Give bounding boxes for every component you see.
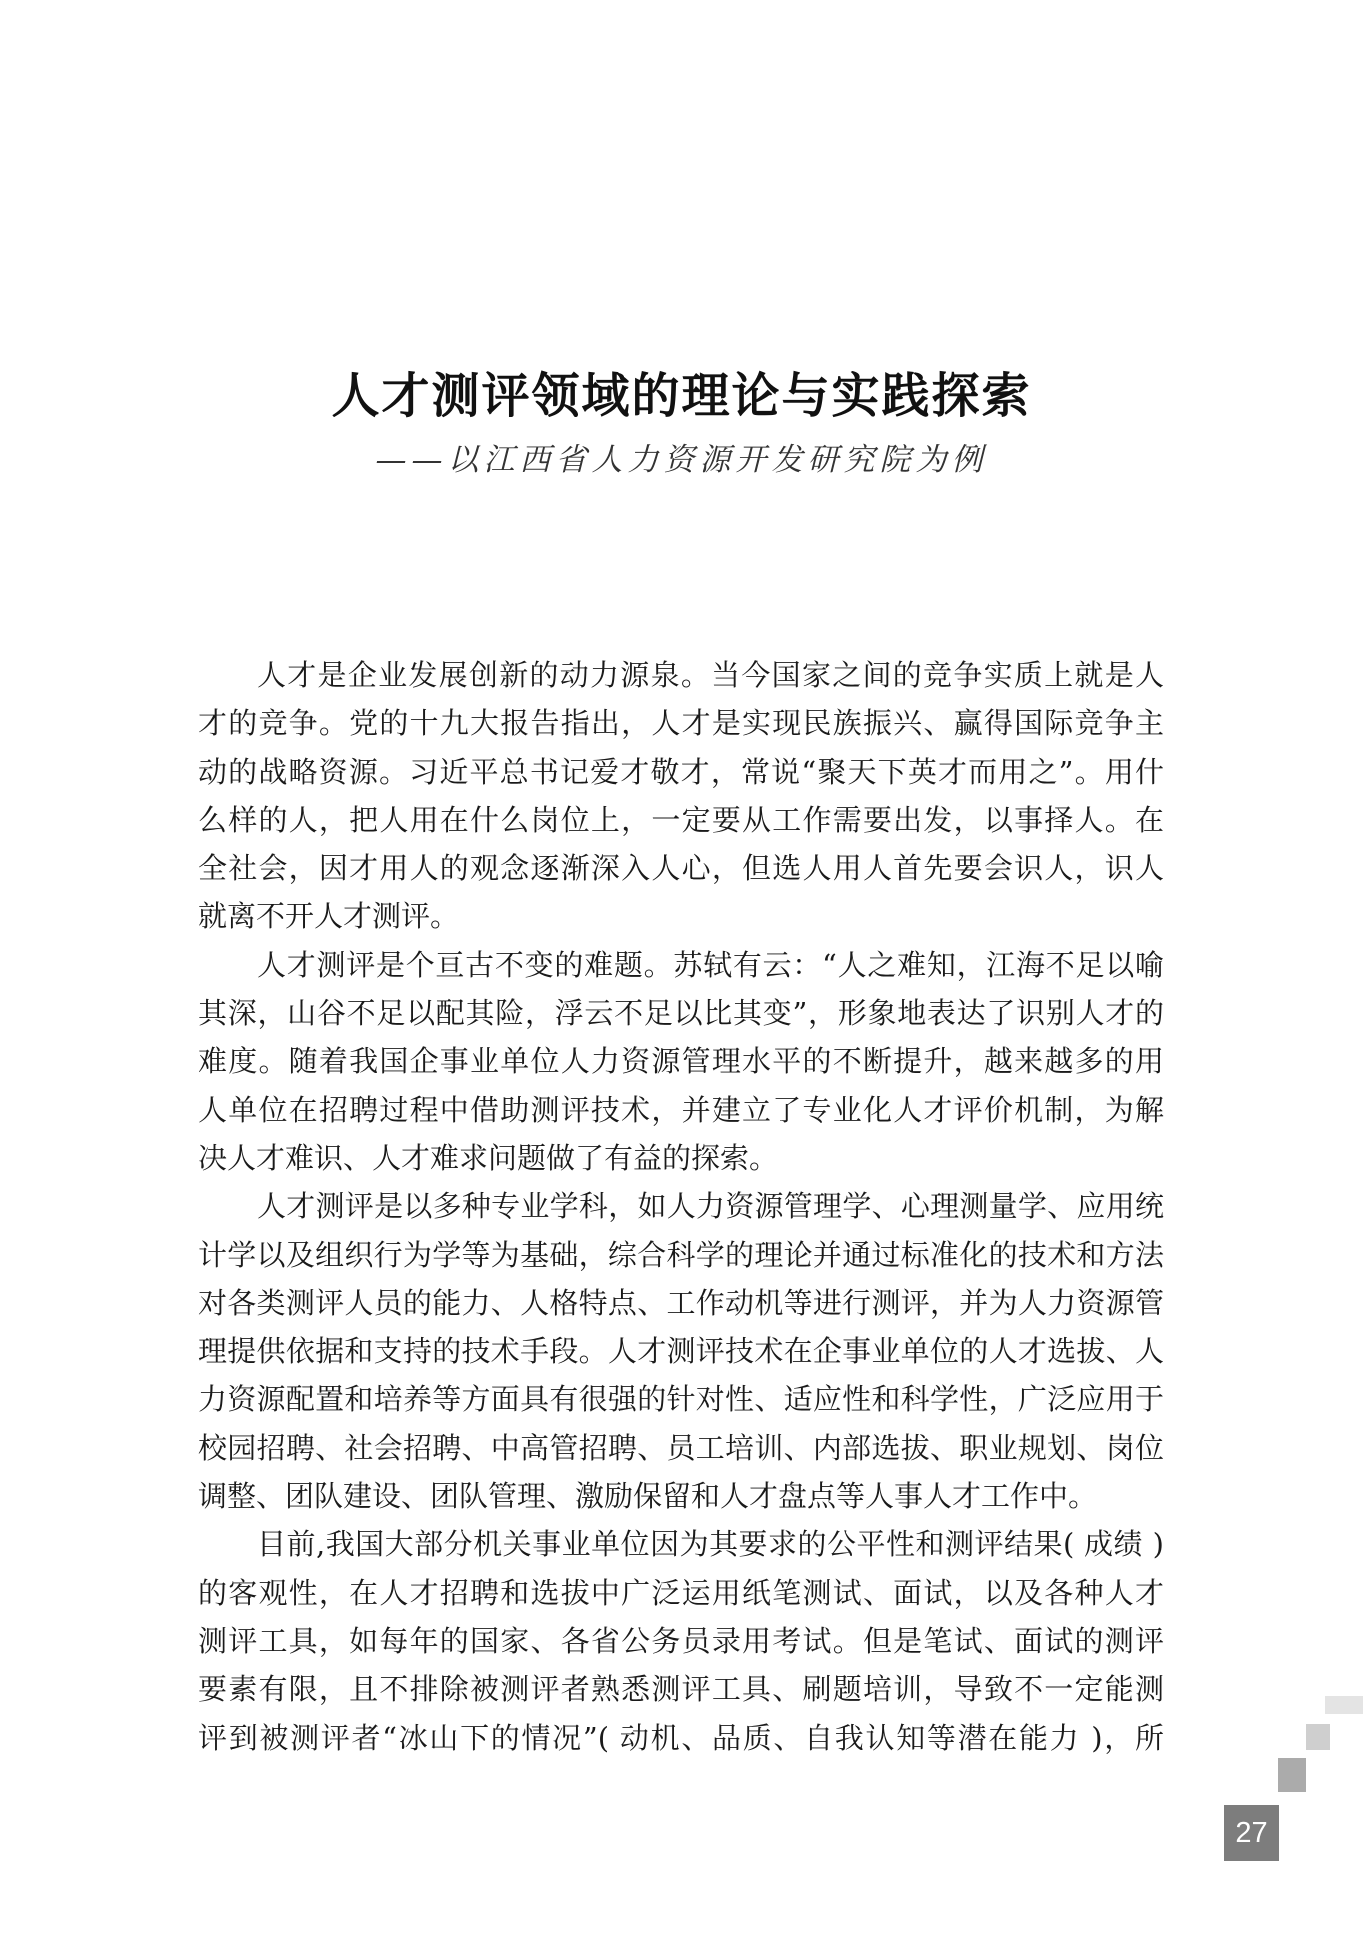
text-line: 就离不开人才测评。 [198, 899, 460, 934]
text-line: 调整、团队建设、团队管理、激励保留和人才盘点等人事人才工作中。 [198, 1479, 1098, 1514]
text-line: 全社会，因才用人的观念逐渐深入人心，但选人用人首先要会识人，识人 [198, 851, 1164, 886]
text-line: 人才测评是个亘古不变的难题。苏轼有云：“人之难知，江海不足以喻 [257, 947, 1164, 982]
text-line: 校园招聘、社会招聘、中高管招聘、员工培训、内部选拔、职业规划、岗位 [198, 1430, 1164, 1465]
decorative-square [1325, 1696, 1363, 1714]
decorative-square [1278, 1758, 1306, 1792]
text-line: 人才是企业发展创新的动力源泉。当今国家之间的竞争实质上就是人 [257, 658, 1164, 692]
text-line: 的客观性，在人才招聘和选拔中广泛运用纸笔测试、面试，以及各种人才 [198, 1575, 1164, 1610]
text-line: 其深，山谷不足以配其险，浮云不足以比其变”，形象地表达了识别人才的 [198, 996, 1164, 1031]
text-line: 力资源配置和培养等方面具有很强的针对性、适应性和科学性，广泛应用于 [198, 1382, 1164, 1417]
text-line: 人才测评是以多种专业学科，如人力资源管理学、心理测量学、应用统 [257, 1189, 1164, 1224]
article-subtitle: ——以江西省人力资源开发研究院为例 [375, 442, 988, 478]
text-line: 人单位在招聘过程中借助测评技术，并建立了专业化人才评价机制，为解 [198, 1092, 1164, 1127]
text-line: 目前,我国大部分机关事业单位因为其要求的公平性和测评结果( 成绩 ) [257, 1527, 1164, 1562]
text-line: 动的战略资源。习近平总书记爱才敬才，常说“聚天下英才而用之”。用什 [198, 754, 1164, 789]
text-line: 难度。随着我国企事业单位人力资源管理水平的不断提升，越来越多的用 [198, 1044, 1164, 1079]
article-body [198, 651, 1164, 1762]
article-title: 人才测评领域的理论与实践探索 [331, 368, 1032, 424]
text-line: 测评工具，如每年的国家、各省公务员录用考试。但是笔试、面试的测评 [198, 1623, 1164, 1658]
page-number: 27 [1224, 1805, 1279, 1861]
decorative-square [1306, 1724, 1330, 1750]
text-line: 理提供依据和支持的技术手段。人才测评技术在企事业单位的人才选拔、人 [198, 1334, 1164, 1369]
text-line: 对各类测评人员的能力、人格特点、工作动机等进行测评，并为人力资源管 [198, 1285, 1164, 1320]
paragraph [198, 651, 1164, 941]
text-line: 要素有限，且不排除被测评者熟悉测评工具、刷题培训，导致不一定能测 [198, 1672, 1164, 1707]
paragraph [198, 1520, 1164, 1761]
text-line: 么样的人，把人用在什么岗位上，一定要从工作需要出发，以事择人。在 [198, 802, 1164, 837]
text-line: 计学以及组织行为学等为基础，综合科学的理论并通过标准化的技术和方法 [198, 1237, 1164, 1272]
paragraph [198, 941, 1164, 1182]
text-line: 评到被测评者“冰山下的情况”( 动机、品质、自我认知等潜在能力 )，所 [198, 1720, 1164, 1755]
text-line: 才的竞争。党的十九大报告指出，人才是实现民族振兴、赢得国际竞争主 [198, 706, 1164, 741]
paragraph [198, 1182, 1164, 1520]
text-line: 决人才难识、人才难求问题做了有益的探索。 [198, 1140, 779, 1175]
